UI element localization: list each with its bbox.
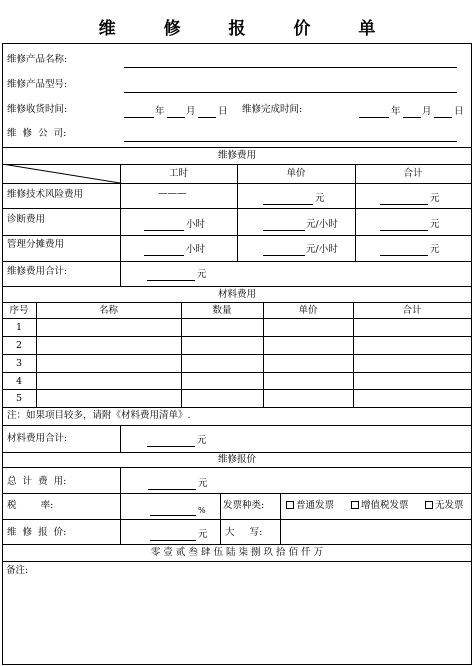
repair-subtotal-label: 维修费用合计: [7, 266, 68, 277]
material-col-unit-price: 单价 [298, 305, 318, 316]
finish-year-field[interactable] [359, 117, 389, 118]
material-header-rule [2, 302, 472, 303]
material-col-header-rule [2, 318, 472, 319]
quote-total-label: 总 计 费 用: [7, 476, 67, 487]
material-fee-header: 材料费用 [217, 289, 256, 300]
material-col-name: 名称 [98, 305, 118, 316]
repair-fee-header: 维修费用 [217, 150, 256, 161]
product-model-label: 维修产品型号: [7, 79, 68, 90]
risk-fee-unit-price-suffix: 元 [315, 193, 325, 204]
diagnosis-fee-label: 诊断费用 [7, 214, 46, 225]
material-col-qty: 数量 [212, 305, 232, 316]
material-row-4-index: 4 [16, 376, 23, 387]
company-field[interactable] [124, 141, 457, 142]
invoice-option-none-label: 无发票 [435, 500, 464, 511]
product-name-label: 维修产品名称: [7, 54, 68, 65]
frame-bottom [2, 664, 472, 665]
product-model-field[interactable] [124, 92, 457, 93]
material-col-index: 序号 [9, 305, 29, 316]
invoice-type-label: 发票种类: [223, 500, 265, 511]
material-col-total: 合计 [402, 305, 422, 316]
finish-month-unit: 月 [422, 106, 432, 117]
material-row-2-index: 2 [16, 340, 23, 351]
material-row-2-rule [2, 354, 472, 355]
management-total-suffix: 元 [430, 244, 440, 255]
material-row-3-rule [2, 372, 472, 373]
receive-month-unit: 月 [186, 106, 196, 117]
repair-row3-rule [2, 261, 472, 262]
invoice-option-regular[interactable] [286, 500, 334, 512]
col-total: 合计 [403, 168, 423, 179]
invoice-option-vat[interactable] [351, 500, 409, 512]
quote-total-field[interactable] [148, 489, 196, 490]
receive-day-unit: 日 [218, 106, 228, 117]
invoice-option-none[interactable] [425, 500, 464, 512]
chinese-digits-line: 零 壹 贰 叁 肆 伍 陆 柒 捌 玖 拾 佰 仟 万 [150, 547, 324, 558]
repair-row1-rule [2, 208, 472, 209]
material-subtotal-label: 材料费用合计: [7, 433, 68, 444]
checkbox-none[interactable] [425, 501, 433, 509]
repair-vdiv-3 [355, 164, 356, 261]
repair-vdiv-1 [120, 164, 121, 286]
material-subtotal-field[interactable] [147, 446, 195, 447]
material-row-5-rule [2, 407, 472, 408]
repair-price-label: 维 修 报 价: [7, 527, 67, 538]
receive-month-field[interactable] [167, 117, 185, 118]
frame-top [2, 43, 472, 44]
management-fee-label: 管理分摊费用 [7, 239, 65, 250]
checkbox-vat[interactable] [351, 501, 359, 509]
tax-rate-label: 税 率: [7, 500, 54, 511]
management-unit-price-field[interactable] [263, 255, 305, 256]
page-title: 维 修 报 价 单 [98, 19, 397, 39]
quote-total-suffix: 元 [198, 478, 208, 489]
risk-fee-hours: ——— [158, 188, 187, 199]
repair-subtotal-field[interactable] [147, 280, 195, 281]
col-unit-price: 单价 [286, 168, 306, 179]
material-row-1-index: 1 [16, 322, 23, 333]
material-subtotal-suffix: 元 [197, 435, 207, 446]
risk-fee-total-suffix: 元 [430, 193, 440, 204]
risk-fee-label: 维修技术风险费用 [7, 189, 84, 200]
repair-vdiv-2 [237, 164, 238, 261]
company-label: 维 修 公 司: [7, 128, 67, 139]
diagnosis-unit-price-suffix: 元/小时 [306, 219, 338, 230]
material-subtotal-rule [2, 452, 472, 453]
col-hours: 工时 [168, 168, 188, 179]
product-name-field[interactable] [124, 67, 457, 68]
invoice-option-vat-label: 增值税发票 [361, 500, 409, 511]
tax-rate-rule [2, 519, 472, 520]
risk-fee-unit-price-field[interactable] [263, 204, 313, 205]
diagnosis-total-field[interactable] [380, 230, 428, 231]
diagnosis-total-suffix: 元 [430, 219, 440, 230]
diagnosis-hours-suffix: 小时 [186, 219, 206, 230]
repair-row2-rule [2, 235, 472, 236]
finish-year-unit: 年 [391, 106, 401, 117]
finish-month-field[interactable] [403, 117, 421, 118]
material-row-1-rule [2, 336, 472, 337]
risk-fee-total-field[interactable] [380, 204, 428, 205]
material-note-rule [2, 425, 472, 426]
quote-header: 维修报价 [217, 454, 256, 465]
material-row-4-rule [2, 389, 472, 390]
diagonal-header-cell [2, 164, 120, 183]
material-subtotal-vdiv [120, 425, 121, 452]
quote-vdiv-1 [120, 467, 121, 544]
material-row-5-index: 5 [16, 393, 23, 404]
finish-day-field[interactable] [434, 117, 452, 118]
finish-time-label: 维修完成时间: [242, 104, 303, 115]
tax-rate-field[interactable] [150, 515, 196, 516]
remarks-label: 备注: [6, 565, 29, 576]
management-hours-field[interactable] [144, 255, 184, 256]
management-hours-suffix: 小时 [186, 244, 206, 255]
repair-price-rule [2, 544, 472, 545]
receive-time-label: 维修收货时间: [7, 104, 68, 115]
remarks-area[interactable] [3, 578, 471, 663]
management-total-field[interactable] [380, 255, 428, 256]
invoice-option-regular-label: 普通发票 [296, 500, 335, 511]
diagnosis-unit-price-field[interactable] [263, 230, 305, 231]
receive-day-field[interactable] [198, 117, 216, 118]
repair-price-field[interactable] [150, 540, 196, 541]
material-note: 注：如果项目较多，请附《材料费用清单》. [7, 410, 191, 421]
repair-fee-top-rule [2, 147, 472, 148]
tax-rate-suffix: % [198, 506, 206, 515]
receive-year-unit: 年 [155, 106, 165, 117]
checkbox-regular[interactable] [286, 501, 294, 509]
management-unit-price-suffix: 元/小时 [306, 244, 338, 255]
uppercase-label: 大 写: [225, 527, 263, 538]
finish-day-unit: 日 [454, 106, 464, 117]
repair-subtotal-rule [2, 286, 472, 287]
repair-price-suffix: 元 [198, 529, 208, 540]
quote-total-rule [2, 493, 472, 494]
repair-subtotal-suffix: 元 [197, 269, 207, 280]
quote-header-rule [2, 467, 472, 468]
receive-year-field[interactable] [124, 117, 154, 118]
diagnosis-hours-field[interactable] [144, 230, 184, 231]
digits-rule [2, 561, 472, 562]
material-row-3-index: 3 [16, 358, 23, 369]
